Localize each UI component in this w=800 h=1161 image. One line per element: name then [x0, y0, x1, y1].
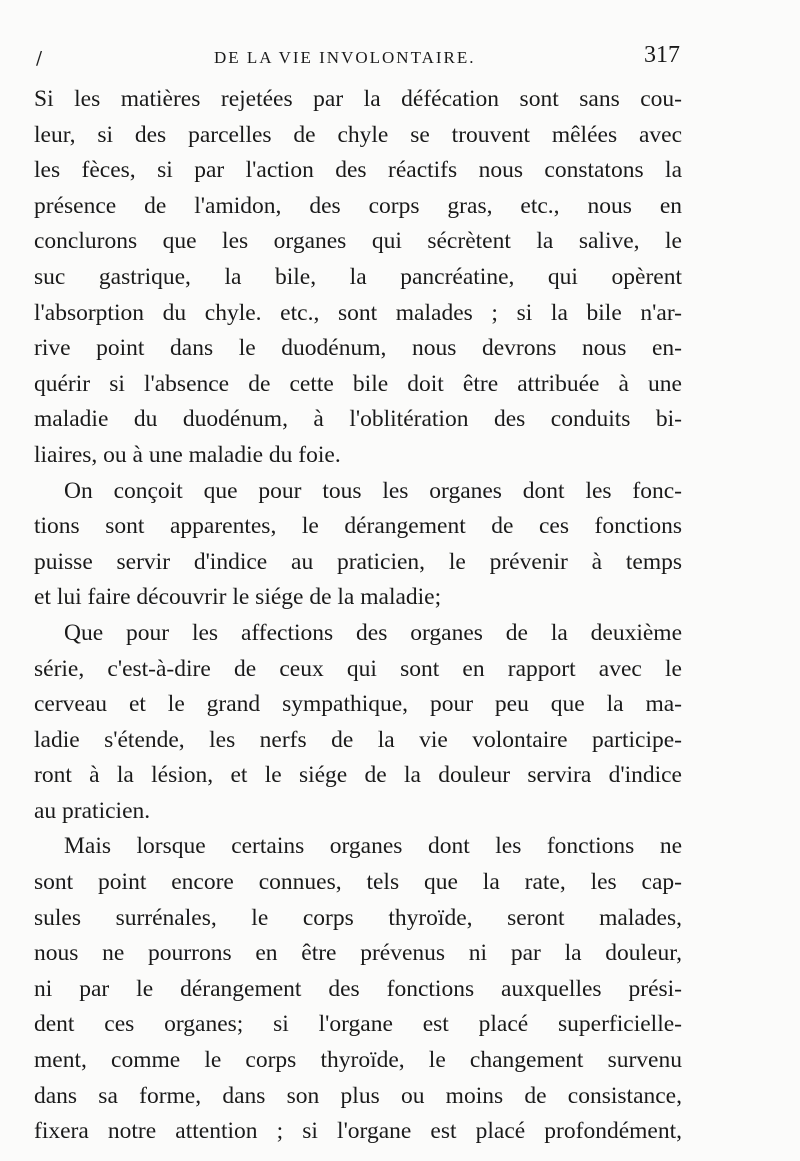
- paragraph-1: [34, 82, 682, 474]
- text-line: Mais lorsque certains organes dont les fonctions ne: [64, 833, 682, 860]
- paragraph-2: [34, 474, 682, 616]
- text-line: au praticien.: [34, 797, 151, 824]
- text-line: ladie s'étende, les nerfs de la vie volontaire participe-: [34, 726, 682, 753]
- text-line: maladie du duodénum, à l'oblitération des conduits bi-: [34, 406, 682, 433]
- text-line: et lui faire découvrir le siége de la maladie;: [34, 584, 442, 611]
- text-line: conclurons que les organes qui sécrètent la salive, le: [34, 228, 682, 255]
- text-line: Que pour les affections des organes de la deuxième: [64, 619, 682, 646]
- text-line: série, c'est-à-dire de ceux qui sont en rapport avec le: [34, 655, 682, 682]
- text-line: présence de l'amidon, des corps gras, etc., nous en: [34, 192, 682, 219]
- text-line: sules surrénales, le corps thyroïde, seront malades,: [34, 904, 682, 931]
- text-line: cerveau et le grand sympathique, pour peu que la ma-: [34, 691, 682, 718]
- text-line: dans sa forme, dans son plus ou moins de consistance,: [34, 1082, 682, 1109]
- text-line: ront à la lésion, et le siége de la douleur servira d'indice: [34, 762, 682, 789]
- paragraph-3: [34, 616, 682, 830]
- text-line: dent ces organes; si l'organe est placé superficielle-: [34, 1011, 682, 1038]
- text-line: leur, si des parcelles de chyle se trouvent mêlées avec: [34, 121, 682, 148]
- text-line: nous ne pourrons en être prévenus ni par la douleur,: [34, 940, 682, 967]
- text-line: les fèces, si par l'action des réactifs nous constatons la: [34, 157, 682, 184]
- text-line: ni par le dérangement des fonctions auxquelles prési-: [34, 975, 682, 1002]
- text-line: On conçoit que pour tous les organes dont les fonc-: [64, 477, 682, 504]
- text-line: ment, comme le corps thyroïde, le changement survenu: [34, 1047, 682, 1074]
- paragraph-4: [34, 829, 682, 1149]
- text-line: l'absorption du chyle. etc., sont malades ; si la bile n'ar-: [34, 299, 682, 326]
- header-title: DE LA VIE INVOLONTAIRE.: [214, 48, 476, 67]
- text-line: tions sont apparentes, le dérangement de ces fonctions: [34, 513, 682, 540]
- page-body: [34, 82, 682, 1150]
- text-line: puisse servir d'indice au praticien, le prévenir à temps: [34, 548, 682, 575]
- margin-mark: /: [36, 48, 43, 69]
- text-line: sont point encore connues, tels que la rate, les cap-: [34, 869, 682, 896]
- text-line: suc gastrique, la bile, la pancréatine, qui opèrent: [34, 263, 682, 290]
- text-line: Si les matières rejetées par la défécation sont sans cou-: [34, 86, 682, 112]
- text-line: fixera notre attention ; si l'organe est placé profondément,: [34, 1118, 682, 1145]
- text-line: liaires, ou à une maladie du foie.: [34, 441, 341, 468]
- running-head: [34, 40, 680, 74]
- page-number: 317: [644, 42, 680, 68]
- text-line: rive point dans le duodénum, nous devrons nous en-: [34, 335, 682, 362]
- text-line: quérir si l'absence de cette bile doit être attribuée à une: [34, 370, 682, 397]
